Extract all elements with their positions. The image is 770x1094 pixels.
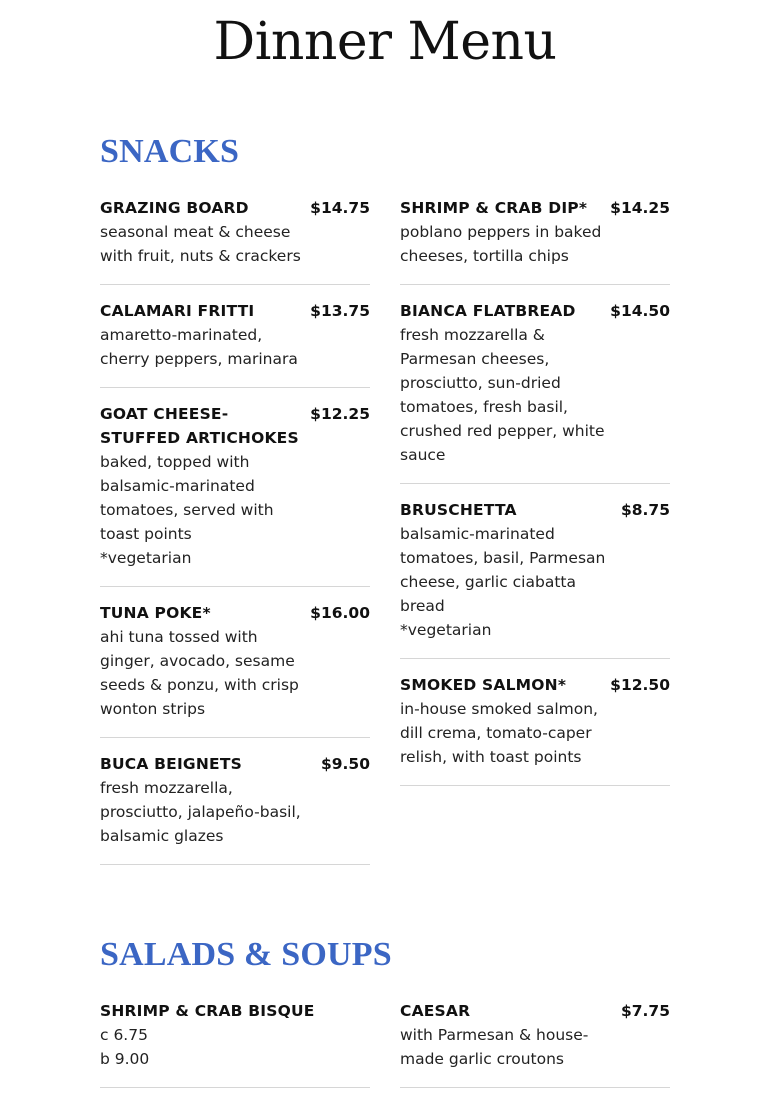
- item-name: TUNA POKE*: [100, 604, 211, 622]
- item-price: $8.75: [620, 501, 670, 519]
- menu-item: [100, 285, 370, 388]
- item-name: CAESAR: [400, 1002, 471, 1020]
- item-price: $14.25: [610, 199, 670, 217]
- menu-item: [100, 738, 370, 865]
- item-description: fresh mozzarella & Parmesan cheeses, prosciutto, sun-dried tomatoes, fresh basil, crushed red pepper, white sauce: [400, 326, 605, 464]
- item-name: GRAZING BOARD: [100, 199, 249, 217]
- item-name: CALAMARI FRITTI: [100, 302, 255, 320]
- page-title: Dinner Menu: [213, 12, 557, 72]
- item-price: $14.50: [610, 302, 670, 320]
- item-name: BRUSCHETTA: [400, 501, 517, 519]
- menu-item: [100, 999, 370, 1088]
- item-price: $12.50: [610, 676, 670, 694]
- item-description: with Parmesan & house-made garlic croutons: [400, 1026, 589, 1068]
- item-description: poblano peppers in baked cheeses, tortilla chips: [400, 223, 602, 265]
- snacks-right-column: [400, 196, 670, 786]
- item-name: SHRIMP & CRAB BISQUE: [100, 1002, 315, 1020]
- item-description: amaretto-marinated, cherry peppers, marinara: [100, 326, 298, 368]
- item-price: $13.75: [310, 302, 370, 320]
- item-description: baked, topped with balsamic-marinated tomatoes, served with toast points: [100, 453, 274, 543]
- menu-item: [100, 587, 370, 738]
- menu-item: [400, 196, 670, 285]
- menu-item: [100, 196, 370, 285]
- item-price: $16.00: [310, 604, 370, 622]
- item-name: SHRIMP & CRAB DIP*: [400, 199, 588, 217]
- item-price: $14.75: [310, 199, 370, 217]
- menu-item: [400, 999, 670, 1088]
- item-price: $7.75: [620, 1002, 670, 1020]
- section-heading-salads-soups: SALADS & SOUPS: [100, 936, 392, 973]
- item-description: fresh mozzarella, prosciutto, jalapeño-basil, balsamic glazes: [100, 779, 301, 845]
- item-price: $9.50: [320, 755, 370, 773]
- item-description: ahi tuna tossed with ginger, avocado, sesame seeds & ponzu, with crisp wonton strips: [100, 628, 299, 718]
- item-description: seasonal meat & cheese with fruit, nuts & crackers: [100, 223, 301, 265]
- item-name: SMOKED SALMON*: [400, 676, 567, 694]
- item-note: *vegetarian: [400, 621, 492, 639]
- menu-item: [100, 388, 370, 587]
- item-note: *vegetarian: [100, 549, 192, 567]
- salads-left-column: [100, 999, 370, 1088]
- item-size-bowl: b 9.00: [100, 1050, 150, 1068]
- item-description: balsamic-marinated tomatoes, basil, Parmesan cheese, garlic ciabatta bread: [400, 525, 606, 615]
- section-heading-snacks: SNACKS: [100, 133, 240, 170]
- snacks-left-column: [100, 196, 370, 865]
- item-name: BIANCA FLATBREAD: [400, 302, 576, 320]
- salads-right-column: [400, 999, 670, 1088]
- item-size-cup: c 6.75: [100, 1026, 148, 1044]
- item-price: $12.25: [310, 405, 370, 423]
- menu-item: [400, 484, 670, 659]
- item-description: in-house smoked salmon, dill crema, tomato-caper relish, with toast points: [400, 700, 598, 766]
- item-name: BUCA BEIGNETS: [100, 755, 242, 773]
- menu-item: [400, 659, 670, 786]
- menu-item: [400, 285, 670, 484]
- item-name: GOAT CHEESE-STUFFED ARTICHOKES: [100, 405, 299, 447]
